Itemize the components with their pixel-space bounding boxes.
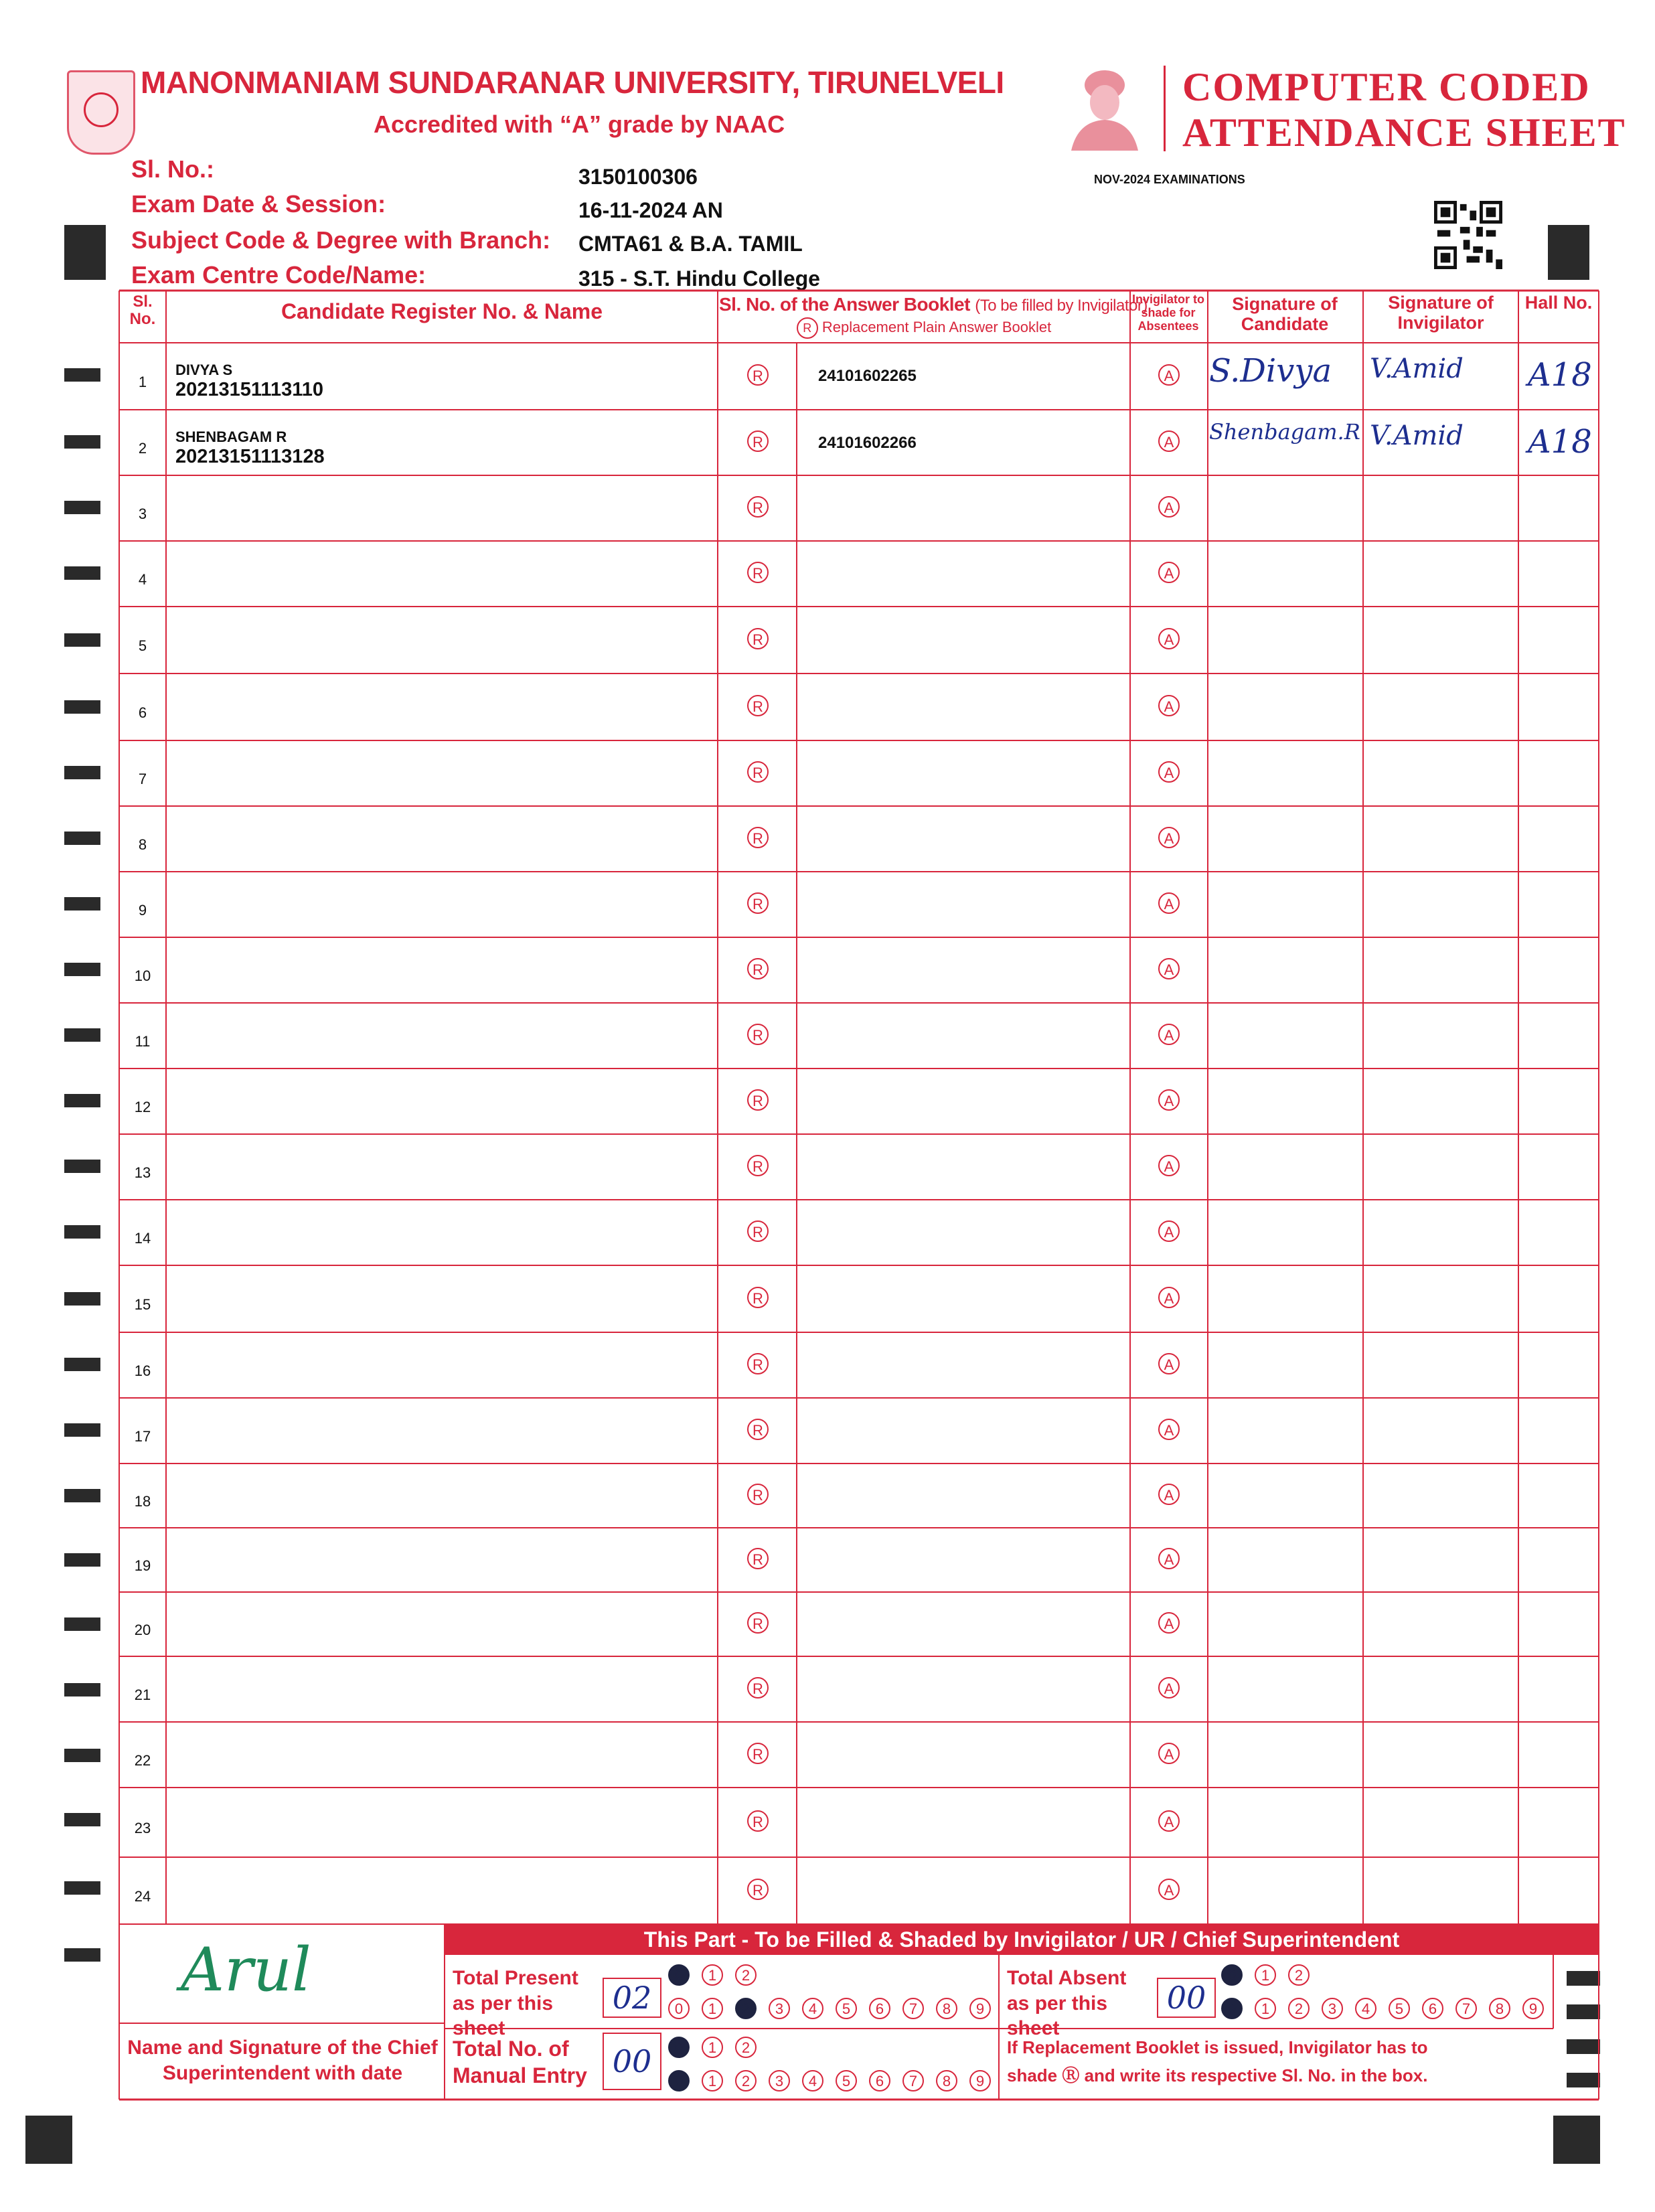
row-number: 19 bbox=[134, 1557, 151, 1574]
row-number: 18 bbox=[134, 1493, 151, 1510]
candidate-signature: Shenbagam.R bbox=[1209, 419, 1360, 445]
absent-bubble[interactable]: A bbox=[1158, 1419, 1180, 1440]
replacement-bubble[interactable]: R bbox=[747, 364, 769, 386]
replacement-bubble[interactable]: R bbox=[747, 1484, 769, 1505]
absent-bubble[interactable]: A bbox=[1158, 1677, 1180, 1698]
sheet-title-line1: COMPUTER CODED bbox=[1182, 65, 1591, 109]
absent-units-bubble-0[interactable]: 0 bbox=[1221, 1998, 1243, 2019]
present-units-bubble-7[interactable]: 7 bbox=[902, 1998, 924, 2019]
sl-no-value: 3150100306 bbox=[578, 165, 698, 189]
row-number: 9 bbox=[138, 902, 147, 919]
absent-bubble[interactable]: A bbox=[1158, 1287, 1180, 1308]
total-absent-box[interactable]: 00 bbox=[1157, 1978, 1216, 2018]
manual-entry-box[interactable]: 00 bbox=[603, 2033, 661, 2090]
absent-tens-bubble-0[interactable]: 0 bbox=[1221, 1964, 1243, 1986]
row-number: 4 bbox=[138, 571, 147, 588]
absent-bubble[interactable]: A bbox=[1158, 1548, 1180, 1569]
row-number: 3 bbox=[138, 505, 147, 522]
sl-no-label: Sl. No.: bbox=[131, 155, 214, 183]
replacement-bubble[interactable]: R bbox=[747, 1419, 769, 1440]
replacement-bubble[interactable]: R bbox=[747, 892, 769, 914]
absent-bubble[interactable]: A bbox=[1158, 1089, 1180, 1111]
col-header-sig-candidate: Signature of Candidate bbox=[1232, 294, 1338, 334]
absent-units-bubble-4[interactable]: 4 bbox=[1355, 1998, 1376, 2019]
absent-tens-bubble-1[interactable]: 1 bbox=[1255, 1964, 1276, 1986]
row-number: 20 bbox=[134, 1622, 151, 1638]
replacement-bubble[interactable]: R bbox=[747, 430, 769, 452]
centre-label: Exam Centre Code/Name: bbox=[131, 261, 426, 289]
row-number: 7 bbox=[138, 771, 147, 787]
col-header-sig-invigilator: Signature of Invigilator bbox=[1388, 293, 1494, 333]
absent-units-bubble-8[interactable]: 8 bbox=[1489, 1998, 1510, 2019]
present-tens-bubble-2[interactable]: 2 bbox=[735, 1964, 757, 1986]
replacement-bubble[interactable]: R bbox=[747, 1287, 769, 1308]
absent-bubble[interactable]: A bbox=[1158, 1879, 1180, 1900]
col-header-sl: Sl. No. bbox=[129, 293, 156, 329]
row-number: 17 bbox=[134, 1428, 151, 1445]
total-present-label: Total Present as per this sheet bbox=[453, 1967, 578, 2039]
answer-booklet-no: 24101602265 bbox=[818, 367, 917, 385]
manual-units-bubble-4[interactable]: 4 bbox=[802, 2070, 823, 2091]
absent-bubble[interactable]: A bbox=[1158, 695, 1180, 716]
absent-bubble[interactable]: A bbox=[1158, 761, 1180, 783]
absent-bubble[interactable]: A bbox=[1158, 1220, 1180, 1242]
candidate-name: SHENBAGAM R bbox=[175, 428, 287, 445]
answer-booklet-no: 24101602266 bbox=[818, 434, 917, 452]
university-name: MANONMANIAM SUNDARANAR UNIVERSITY, TIRUNELVELI bbox=[141, 65, 1004, 100]
replacement-bubble[interactable]: R bbox=[747, 1612, 769, 1634]
manual-tens-bubble-1[interactable]: 1 bbox=[702, 2037, 723, 2058]
replacement-bubble[interactable]: R bbox=[747, 1089, 769, 1111]
present-tens-bubble-0[interactable]: 0 bbox=[668, 1964, 690, 1986]
absent-bubble[interactable]: A bbox=[1158, 628, 1180, 649]
col-header-replacement: R Replacement Plain Answer Booklet bbox=[719, 317, 1129, 339]
absent-units-bubble-7[interactable]: 7 bbox=[1455, 1998, 1477, 2019]
manual-entry-label: Total No. of Manual Entry bbox=[453, 2037, 587, 2087]
absent-units-bubble-2[interactable]: 2 bbox=[1288, 1998, 1310, 2019]
manual-tens-bubble-2[interactable]: 2 bbox=[735, 2037, 757, 2058]
absent-units-bubble-3[interactable]: 3 bbox=[1322, 1998, 1343, 2019]
absent-bubble[interactable]: A bbox=[1158, 1024, 1180, 1045]
candidate-register-no: 20213151113110 bbox=[175, 379, 323, 400]
candidate-name: DIVYA S bbox=[175, 362, 233, 378]
absent-bubble[interactable]: A bbox=[1158, 1612, 1180, 1634]
present-units-bubble-9[interactable]: 9 bbox=[969, 1998, 991, 2019]
replacement-bubble[interactable]: R bbox=[747, 1677, 769, 1698]
exam-series: NOV-2024 EXAMINATIONS bbox=[1094, 173, 1245, 186]
manual-units-bubble-5[interactable]: 5 bbox=[836, 2070, 857, 2091]
replacement-bubble[interactable]: R bbox=[747, 1879, 769, 1900]
candidate-signature: S.Divya bbox=[1209, 352, 1332, 390]
replacement-bubble[interactable]: R bbox=[747, 827, 769, 848]
row-number: 13 bbox=[134, 1164, 151, 1181]
present-units-bubble-0[interactable]: 0 bbox=[668, 1998, 690, 2019]
present-units-bubble-2[interactable]: 2 bbox=[735, 1998, 757, 2019]
chief-superintendent-label: Name and Signature of the Chief Superintendent with date bbox=[127, 2037, 438, 2084]
manual-units-bubble-2[interactable]: 2 bbox=[735, 2070, 757, 2091]
row-number: 6 bbox=[138, 704, 147, 721]
absent-bubble[interactable]: A bbox=[1158, 827, 1180, 848]
absent-bubble[interactable]: A bbox=[1158, 1743, 1180, 1764]
present-units-bubble-8[interactable]: 8 bbox=[936, 1998, 957, 2019]
replacement-bubble[interactable]: R bbox=[747, 562, 769, 583]
col-header-hall: Hall No. bbox=[1524, 293, 1593, 313]
absent-bubble[interactable]: A bbox=[1158, 958, 1180, 979]
manual-units-bubble-3[interactable]: 3 bbox=[769, 2070, 790, 2091]
absent-bubble[interactable]: A bbox=[1158, 1484, 1180, 1505]
manual-units-bubble-9[interactable]: 9 bbox=[969, 2070, 991, 2091]
absent-bubble[interactable]: A bbox=[1158, 892, 1180, 914]
row-number: 1 bbox=[138, 374, 147, 390]
present-units-bubble-1[interactable]: 1 bbox=[702, 1998, 723, 2019]
invigilator-band: This Part - To be Filled & Shaded by Invigilator / UR / Chief Superintendent bbox=[445, 1924, 1599, 1955]
absent-bubble[interactable]: A bbox=[1158, 562, 1180, 583]
sheet-title-line2: ATTENDANCE SHEET bbox=[1182, 110, 1626, 155]
replacement-bubble[interactable]: R bbox=[747, 958, 769, 979]
invigilator-signature: V.Amid bbox=[1370, 353, 1464, 384]
manual-tens-bubble-0[interactable]: 0 bbox=[668, 2037, 690, 2058]
row-number: 14 bbox=[134, 1230, 151, 1247]
replacement-bubble[interactable]: R bbox=[747, 1743, 769, 1764]
exam-date-label: Exam Date & Session: bbox=[131, 190, 386, 218]
replacement-bubble[interactable]: R bbox=[747, 628, 769, 649]
replacement-bubble[interactable]: R bbox=[747, 1220, 769, 1242]
replacement-bubble[interactable]: R bbox=[747, 1155, 769, 1176]
row-number: 11 bbox=[135, 1033, 151, 1050]
row-number: 21 bbox=[134, 1686, 151, 1703]
absent-bubble[interactable]: A bbox=[1158, 1155, 1180, 1176]
manual-units-bubble-7[interactable]: 7 bbox=[902, 2070, 924, 2091]
absent-bubble[interactable]: A bbox=[1158, 1810, 1180, 1832]
chief-signature: Arul bbox=[181, 1935, 311, 2005]
manual-units-bubble-0[interactable]: 0 bbox=[668, 2070, 690, 2091]
absent-units-bubble-9[interactable]: 9 bbox=[1522, 1998, 1544, 2019]
absent-bubble[interactable]: A bbox=[1158, 430, 1180, 452]
absent-units-bubble-1[interactable]: 1 bbox=[1255, 1998, 1276, 2019]
absent-bubble[interactable]: A bbox=[1158, 364, 1180, 386]
replacement-bubble[interactable]: R bbox=[747, 695, 769, 716]
replacement-note: If Replacement Booklet is issued, Invigilator has to shade Ⓡ and write its respective Sl. No. in the box. bbox=[1007, 2037, 1428, 2085]
row-number: 8 bbox=[138, 836, 147, 853]
exam-date-value: 16-11-2024 AN bbox=[578, 198, 723, 222]
replacement-bubble[interactable]: R bbox=[747, 1810, 769, 1832]
row-number: 24 bbox=[134, 1888, 151, 1905]
absent-tens-bubble-2[interactable]: 2 bbox=[1288, 1964, 1310, 1986]
row-number: 10 bbox=[134, 967, 151, 984]
present-tens-bubble-1[interactable]: 1 bbox=[702, 1964, 723, 1986]
col-header-booklet: Sl. No. of the Answer Booklet (To be filled by Invigilator) bbox=[719, 294, 1148, 315]
row-number: 15 bbox=[134, 1296, 151, 1313]
replacement-bubble[interactable]: R bbox=[747, 761, 769, 783]
hall-number: A18 bbox=[1528, 423, 1592, 461]
row-number: 5 bbox=[138, 637, 147, 654]
centre-value: 315 - S.T. Hindu College bbox=[578, 266, 820, 291]
present-units-bubble-6[interactable]: 6 bbox=[869, 1998, 890, 2019]
col-header-invigilator-shade: Invigilator to shade for Absentees bbox=[1132, 293, 1204, 333]
absent-bubble[interactable]: A bbox=[1158, 1353, 1180, 1374]
hall-number: A18 bbox=[1528, 356, 1592, 394]
replacement-bubble[interactable]: R bbox=[747, 1353, 769, 1374]
col-header-candidate: Candidate Register No. & Name bbox=[281, 299, 603, 323]
absent-units-bubble-6[interactable]: 6 bbox=[1422, 1998, 1443, 2019]
subject-label: Subject Code & Degree with Branch: bbox=[131, 226, 551, 254]
manual-units-bubble-1[interactable]: 1 bbox=[702, 2070, 723, 2091]
absent-units-bubble-5[interactable]: 5 bbox=[1389, 1998, 1410, 2019]
total-absent-label: Total Absent as per this sheet bbox=[1007, 1967, 1127, 2039]
row-number: 16 bbox=[134, 1362, 151, 1379]
replacement-bubble[interactable]: R bbox=[747, 1548, 769, 1569]
present-units-bubble-3[interactable]: 3 bbox=[769, 1998, 790, 2019]
absent-bubble[interactable]: A bbox=[1158, 496, 1180, 518]
invigilator-signature: V.Amid bbox=[1370, 420, 1464, 451]
subject-value: CMTA61 & B.A. TAMIL bbox=[578, 232, 803, 256]
accreditation-text: Accredited with “A” grade by NAAC bbox=[374, 110, 785, 138]
present-units-bubble-5[interactable]: 5 bbox=[836, 1998, 857, 2019]
manual-units-bubble-6[interactable]: 6 bbox=[869, 2070, 890, 2091]
present-units-bubble-4[interactable]: 4 bbox=[802, 1998, 823, 2019]
row-number: 12 bbox=[134, 1099, 151, 1115]
row-number: 2 bbox=[138, 440, 147, 457]
replacement-bubble[interactable]: R bbox=[747, 1024, 769, 1045]
candidate-register-no: 20213151113128 bbox=[175, 446, 325, 467]
row-number: 23 bbox=[134, 1820, 151, 1836]
row-number: 22 bbox=[134, 1752, 151, 1769]
total-present-box[interactable]: 02 bbox=[603, 1978, 661, 2018]
replacement-bubble[interactable]: R bbox=[747, 496, 769, 518]
manual-units-bubble-8[interactable]: 8 bbox=[936, 2070, 957, 2091]
